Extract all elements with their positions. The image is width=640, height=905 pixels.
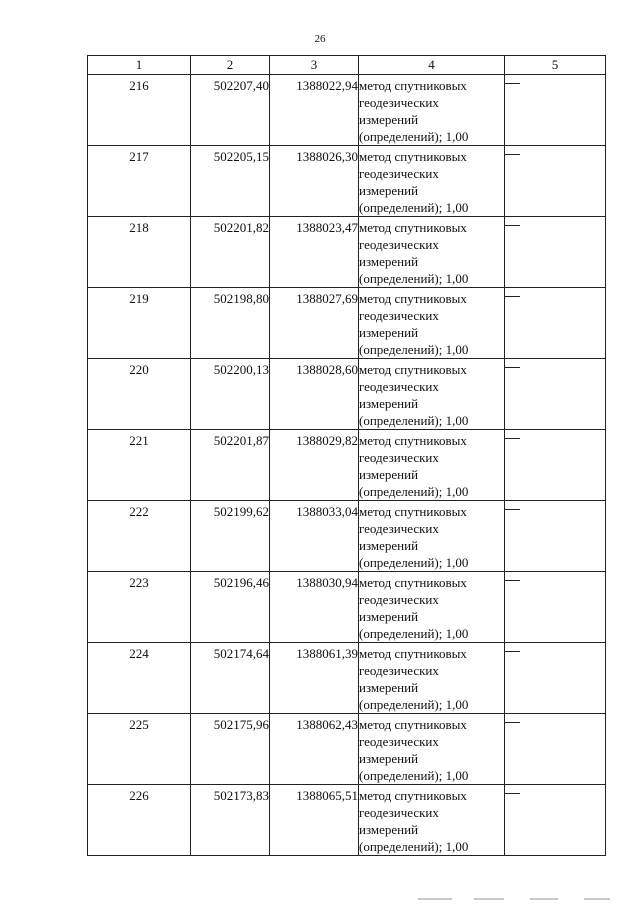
point-number-cell: 221 [88, 430, 191, 501]
coordinate-x-cell: 502175,96 [191, 714, 270, 785]
table-body [88, 75, 606, 856]
method-line: (определений); 1,00 [359, 271, 469, 286]
method-line: (определений); 1,00 [359, 839, 469, 854]
method-line: метод спутниковых [359, 220, 467, 235]
coordinate-x-cell: 502201,87 [191, 430, 270, 501]
method-line: геодезических [359, 805, 439, 820]
method-line: измерений [359, 609, 419, 624]
point-number-cell: 222 [88, 501, 191, 572]
method-line: геодезических [359, 95, 439, 110]
method-cell [359, 75, 505, 146]
method-line: метод спутниковых [359, 717, 467, 732]
scan-artifact-marks [400, 898, 620, 902]
method-line: геодезических [359, 450, 439, 465]
method-line: (определений); 1,00 [359, 626, 469, 641]
point-number-cell: 219 [88, 288, 191, 359]
coordinate-x-cell: 502201,82 [191, 217, 270, 288]
table-row [88, 146, 606, 217]
dash-mark [505, 154, 520, 155]
note-cell [505, 643, 606, 714]
note-cell [505, 217, 606, 288]
method-line: метод спутниковых [359, 646, 467, 661]
method-cell [359, 146, 505, 217]
method-line: (определений); 1,00 [359, 555, 469, 570]
method-line: геодезических [359, 166, 439, 181]
method-line: (определений); 1,00 [359, 413, 469, 428]
table-header-row [88, 56, 606, 75]
column-header-5: 5 [505, 56, 606, 75]
coordinate-x-cell: 502198,80 [191, 288, 270, 359]
method-line: измерений [359, 751, 419, 766]
table-row [88, 75, 606, 146]
method-line: метод спутниковых [359, 788, 467, 803]
coordinate-y-cell: 1388027,69 [270, 288, 359, 359]
coordinate-y-cell: 1388030,94 [270, 572, 359, 643]
coordinate-x-cell: 502199,62 [191, 501, 270, 572]
dash-mark [505, 367, 520, 368]
method-line: измерений [359, 822, 419, 837]
column-header-3: 3 [270, 56, 359, 75]
method-line: метод спутниковых [359, 78, 467, 93]
column-header-1: 1 [88, 56, 191, 75]
method-line: метод спутниковых [359, 362, 467, 377]
point-number-cell: 225 [88, 714, 191, 785]
table-row [88, 430, 606, 501]
method-cell [359, 785, 505, 856]
method-line: геодезических [359, 592, 439, 607]
coordinate-x-cell: 502174,64 [191, 643, 270, 714]
method-line: измерений [359, 112, 419, 127]
method-line: метод спутниковых [359, 433, 467, 448]
table-row [88, 217, 606, 288]
method-line: метод спутниковых [359, 575, 467, 590]
table-row [88, 501, 606, 572]
method-cell [359, 359, 505, 430]
coordinate-y-cell: 1388033,04 [270, 501, 359, 572]
method-cell [359, 572, 505, 643]
method-line: измерений [359, 183, 419, 198]
method-cell [359, 288, 505, 359]
coordinate-y-cell: 1388029,82 [270, 430, 359, 501]
coordinate-y-cell: 1388065,51 [270, 785, 359, 856]
method-line: (определений); 1,00 [359, 342, 469, 357]
note-cell [505, 430, 606, 501]
table-row [88, 359, 606, 430]
method-line: (определений); 1,00 [359, 129, 469, 144]
note-cell [505, 501, 606, 572]
table-row [88, 643, 606, 714]
table-row [88, 714, 606, 785]
dash-mark [505, 722, 520, 723]
method-line: измерений [359, 325, 419, 340]
method-cell [359, 501, 505, 572]
note-cell [505, 714, 606, 785]
point-number-cell: 217 [88, 146, 191, 217]
coordinate-y-cell: 1388062,43 [270, 714, 359, 785]
coordinate-y-cell: 1388026,30 [270, 146, 359, 217]
method-cell [359, 217, 505, 288]
dash-mark [505, 580, 520, 581]
dash-mark [505, 651, 520, 652]
dash-mark [505, 296, 520, 297]
coordinate-y-cell: 1388023,47 [270, 217, 359, 288]
dash-mark [505, 509, 520, 510]
table-row [88, 288, 606, 359]
method-line: (определений); 1,00 [359, 484, 469, 499]
method-line: геодезических [359, 379, 439, 394]
method-line: измерений [359, 538, 419, 553]
coordinate-x-cell: 502196,46 [191, 572, 270, 643]
dash-mark [505, 225, 520, 226]
note-cell [505, 288, 606, 359]
coordinate-x-cell: 502200,13 [191, 359, 270, 430]
method-line: измерений [359, 467, 419, 482]
table-row [88, 785, 606, 856]
note-cell [505, 572, 606, 643]
method-cell [359, 430, 505, 501]
coordinate-y-cell: 1388061,39 [270, 643, 359, 714]
point-number-cell: 226 [88, 785, 191, 856]
coordinate-y-cell: 1388022,94 [270, 75, 359, 146]
coordinate-x-cell: 502207,40 [191, 75, 270, 146]
page-number: 26 [314, 33, 326, 45]
point-number-cell: 220 [88, 359, 191, 430]
method-cell [359, 643, 505, 714]
table-row [88, 572, 606, 643]
coordinates-table [87, 55, 606, 856]
method-line: геодезических [359, 663, 439, 678]
note-cell [505, 146, 606, 217]
note-cell [505, 785, 606, 856]
method-line: геодезических [359, 237, 439, 252]
method-line: измерений [359, 396, 419, 411]
method-line: (определений); 1,00 [359, 768, 469, 783]
method-cell [359, 714, 505, 785]
coordinate-y-cell: 1388028,60 [270, 359, 359, 430]
point-number-cell: 218 [88, 217, 191, 288]
method-line: метод спутниковых [359, 504, 467, 519]
method-line: измерений [359, 254, 419, 269]
coordinate-x-cell: 502205,15 [191, 146, 270, 217]
dash-mark [505, 438, 520, 439]
method-line: (определений); 1,00 [359, 200, 469, 215]
method-line: геодезических [359, 308, 439, 323]
method-line: метод спутниковых [359, 149, 467, 164]
note-cell [505, 75, 606, 146]
dash-mark [505, 83, 520, 84]
method-line: метод спутниковых [359, 291, 467, 306]
dash-mark [505, 793, 520, 794]
method-line: (определений); 1,00 [359, 697, 469, 712]
method-line: геодезических [359, 734, 439, 749]
column-header-2: 2 [191, 56, 270, 75]
method-line: геодезических [359, 521, 439, 536]
column-header-4: 4 [359, 56, 505, 75]
method-line: измерений [359, 680, 419, 695]
point-number-cell: 224 [88, 643, 191, 714]
point-number-cell: 223 [88, 572, 191, 643]
coordinate-x-cell: 502173,83 [191, 785, 270, 856]
note-cell [505, 359, 606, 430]
point-number-cell: 216 [88, 75, 191, 146]
